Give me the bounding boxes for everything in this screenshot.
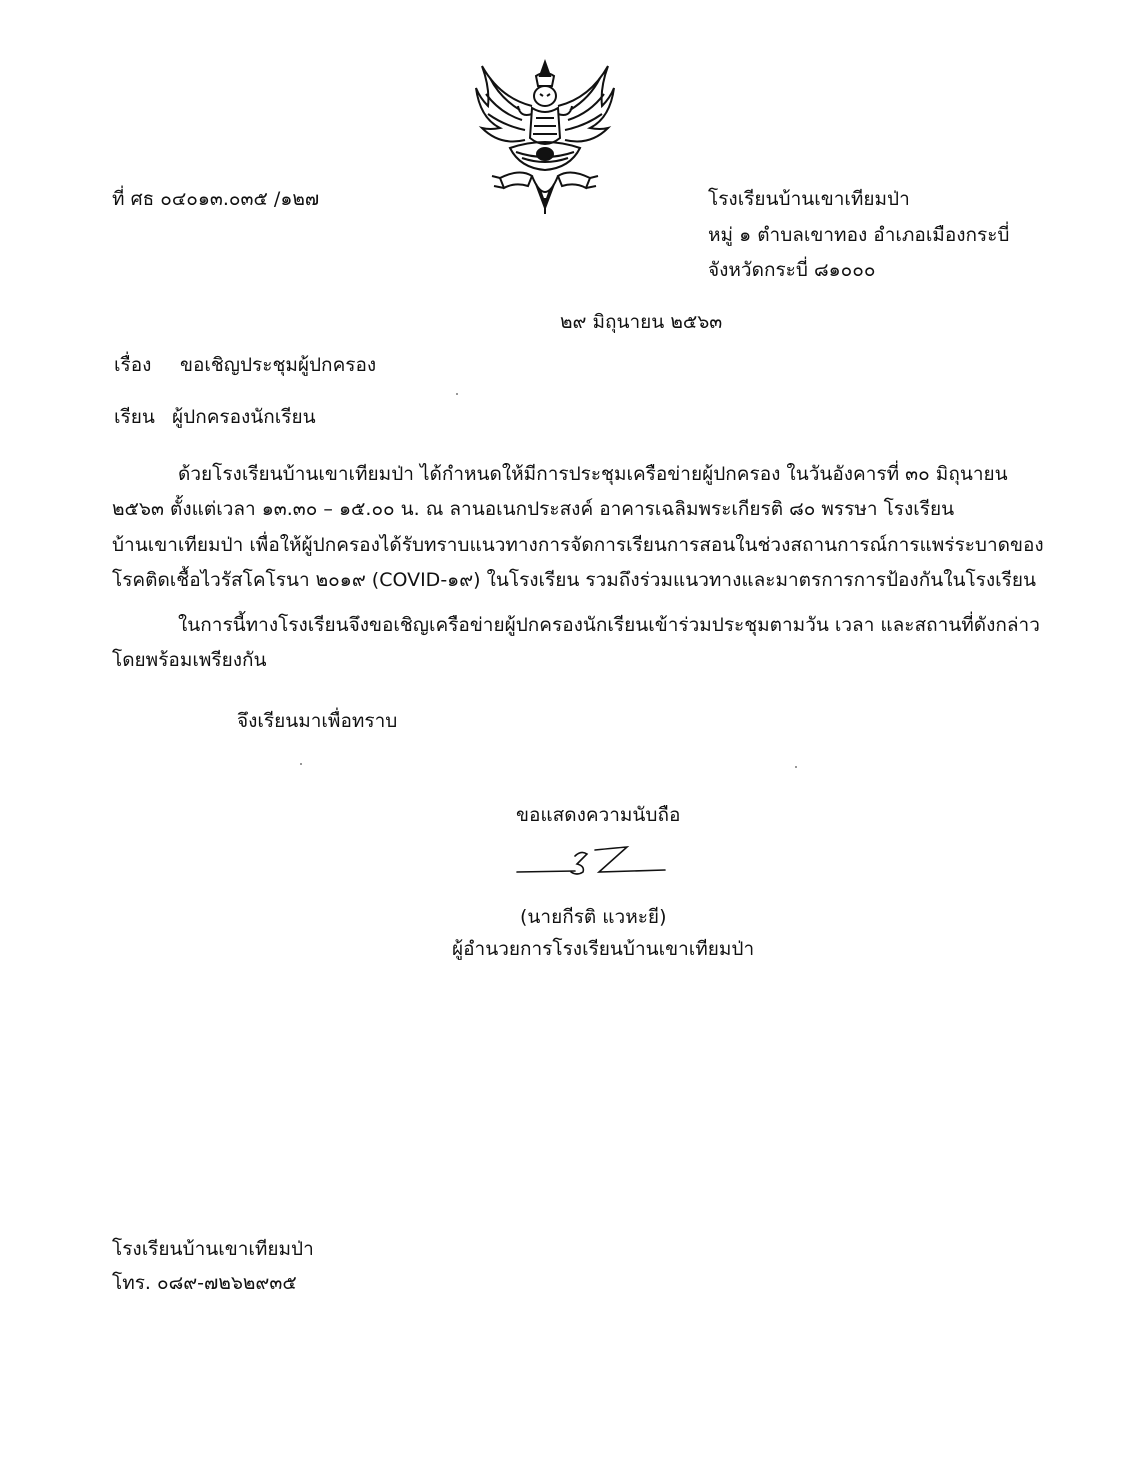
sender-line-school: โรงเรียนบ้านเขาเทียมป่า <box>708 188 910 210</box>
sender-line-address: หมู่ ๑ ตำบลเขาทอง อำเภอเมืองกระบี่ <box>708 224 1010 246</box>
document-number: ที่ ศธ ๐๔๐๑๓.๐๓๕ /๑๒๗ <box>112 188 320 210</box>
subject-label: เรื่อง <box>114 354 152 376</box>
paragraph1-line: ๒๕๖๓ ตั้งแต่เวลา ๑๓.๓๐ – ๑๕.๐๐ น. ณ ลานอเนกประสงค์ อาคารเฉลิมพระเกียรติ ๘๐ พรรษา โรงเรียน <box>112 498 955 520</box>
scan-speck <box>456 393 458 395</box>
paragraph1-line: บ้านเขาเทียมป่า เพื่อให้ผู้ปกครองได้รับทราบแนวทางการจัดการเรียนการสอนในช่วงสถานการณ์การแพร่ระบาดของ <box>112 534 1044 556</box>
paragraph1-line: ด้วยโรงเรียนบ้านเขาเทียมป่า ได้กำหนดให้มีการประชุมเครือข่ายผู้ปกครอง ในวันอังคารที่ ๓๐ มิถุนายน <box>178 463 1008 485</box>
footer-phone: โทร. ๐๘๙-๗๒๖๒๙๓๕ <box>112 1272 297 1294</box>
document-date: ๒๙ มิถุนายน ๒๕๖๓ <box>560 311 723 333</box>
paragraph2-line: โดยพร้อมเพรียงกัน <box>112 649 267 671</box>
scan-speck <box>795 766 797 768</box>
paragraph1-line: โรคติดเชื้อไวรัสโคโรนา ๒๐๑๙ (COVID-๑๙) ในโรงเรียน รวมถึงร่วมแนวทางและมาตรการการป้องกันในโรงเรียน <box>112 569 1036 591</box>
garuda-emblem-icon <box>470 58 620 218</box>
signature-image <box>515 838 675 886</box>
scan-speck <box>300 763 302 765</box>
closing-salutation: ขอแสดงความนับถือ <box>516 804 681 826</box>
recipient-value: ผู้ปกครองนักเรียน <box>172 406 316 428</box>
recipient-label: เรียน <box>114 406 155 428</box>
sender-line-province: จังหวัดกระบี่ ๘๑๐๐๐ <box>708 259 876 281</box>
closing-request: จึงเรียนมาเพื่อทราบ <box>237 710 398 732</box>
footer-org: โรงเรียนบ้านเขาเทียมป่า <box>112 1238 314 1260</box>
paragraph2-line: ในการนี้ทางโรงเรียนจึงขอเชิญเครือข่ายผู้ปกครองนักเรียนเข้าร่วมประชุมตามวัน เวลา และสถานที่ดังกล่าว <box>178 614 1040 636</box>
signatory-name: (นายกีรติ แวหะยี) <box>520 906 667 928</box>
subject-value: ขอเชิญประชุมผู้ปกครอง <box>180 354 377 376</box>
signatory-position: ผู้อำนวยการโรงเรียนบ้านเขาเทียมป่า <box>452 938 755 960</box>
